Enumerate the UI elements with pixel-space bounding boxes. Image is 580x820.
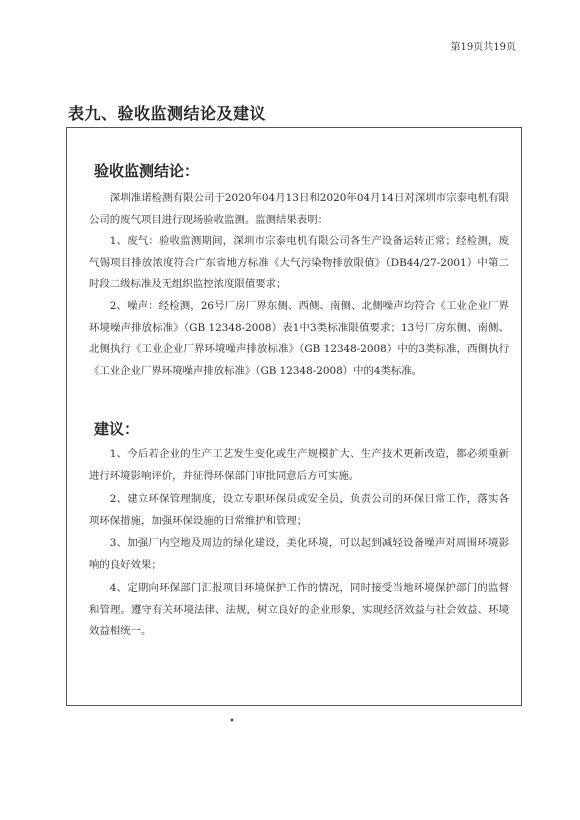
- suggestion-item-1: 1、今后若企业的生产工艺发生变化或生产规模扩大、生产技术更新改造，都必须重新进行环境影响评价，并征得环保部门审批同意后方可实施。: [89, 448, 509, 482]
- page-number: 第19页共19页: [450, 42, 516, 53]
- conclusion-heading: 验收监测结论：: [94, 162, 200, 180]
- conclusion-paragraph-exhaust: 1、废气：验收监测期间，深圳市宗泰电机有限公司各生产设备运转正常；经检测，废气锡项目排放浓度符合广东省地方标准《大气污染物排放限值》（DB44/27-2001）中第二时段二级标准及无组织监控浓度限值要求；: [89, 235, 509, 290]
- suggestion-item-2: 2、建立环保管理制度，设立专职环保员或安全员，负责公司的环保日常工作，落实各项环保措施，加强环保设施的日常维护和管理；: [89, 493, 509, 527]
- conclusion-paragraph-intro: 深圳准诺检测有限公司于2020年04月13日和2020年04月14日对深圳市宗泰电机有限公司的废气项目进行现场验收监测。监测结果表明：: [89, 192, 509, 226]
- conclusion-table-box: [66, 127, 522, 706]
- page-mark-dot: •: [229, 716, 235, 727]
- suggestion-item-3: 3、加强厂内空地及周边的绿化建设，美化环境，可以起到减轻设备噪声对周围环境影响的良好效果；: [89, 537, 509, 571]
- conclusion-paragraph-noise: 2、噪声：经检测，26号厂房厂界东侧、西侧、南侧、北侧噪声均符合《工业企业厂界环境噪声排放标准》（GB 12348-2008）表1中3类标准限值要求；13号厂房东侧、南侧、北侧执行《工业企业厂界环境噪声排放标准》（GB 12348-2008）中的3类标准，西侧执行《工业企业厂界环境噪声排放标准》（GB 12348-2008）中的4类标准。: [89, 300, 509, 377]
- section-title: 表九、验收监测结论及建议: [68, 104, 267, 123]
- suggestions-heading: 建议：: [94, 420, 140, 438]
- suggestion-item-4: 4、定期向环保部门汇报项目环境保护工作的情况，同时接受当地环境保护部门的监督和管理。遵守有关环境法律、法规，树立良好的企业形象，实现经济效益与社会效益、环境效益相统一。: [89, 582, 509, 637]
